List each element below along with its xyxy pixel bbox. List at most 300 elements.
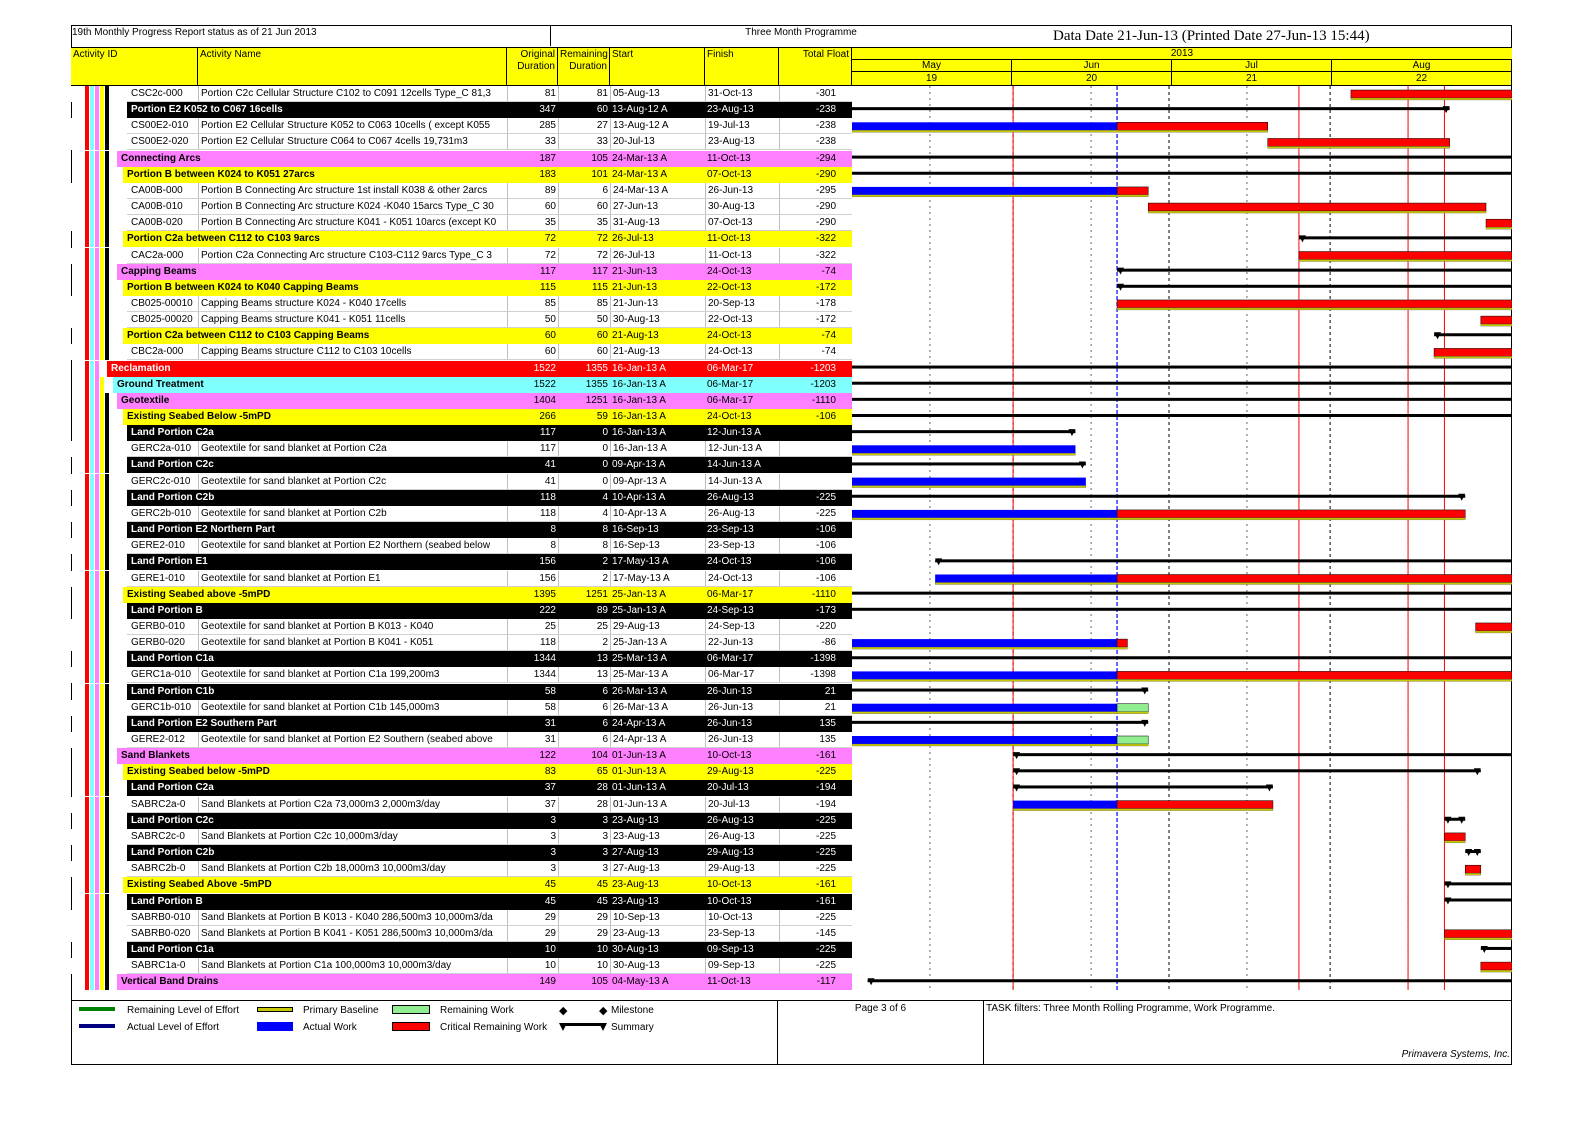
footer-filter-box bbox=[983, 1001, 1512, 1064]
total-float: -1203 bbox=[810, 378, 836, 390]
remaining-duration: 60 bbox=[596, 330, 608, 342]
wbs-row[interactable] bbox=[71, 167, 852, 183]
activity-row[interactable] bbox=[71, 797, 852, 813]
activity-row[interactable] bbox=[71, 474, 852, 490]
finish-date: 24-Oct-13 bbox=[707, 411, 752, 422]
wbs-level-stripe bbox=[105, 393, 109, 409]
activity-id: CAC2a-000 bbox=[131, 249, 184, 261]
remaining-duration: 85 bbox=[558, 296, 610, 312]
total-float: -238 bbox=[779, 134, 838, 150]
remaining-duration: 10 bbox=[596, 943, 608, 955]
summary-bar bbox=[852, 414, 1512, 417]
wbs-level-stripe bbox=[95, 845, 99, 861]
activity-row[interactable] bbox=[71, 571, 852, 587]
original-duration: 85 bbox=[507, 296, 558, 312]
start-date: 24-Mar-13 A bbox=[610, 183, 705, 199]
wbs-level-stripe bbox=[105, 894, 109, 910]
actual-work-bar bbox=[852, 704, 1117, 712]
wbs-level-stripe bbox=[90, 231, 94, 247]
finish-date: 10-Oct-13 bbox=[707, 895, 752, 907]
wbs-level-stripe bbox=[90, 280, 94, 296]
wbs-level-stripe bbox=[95, 361, 99, 377]
activity-name: Geotextile for sand blanket at Portion C1b 145,000m3 bbox=[198, 700, 507, 716]
summary-bar bbox=[852, 398, 1512, 401]
week-19: 19 bbox=[852, 72, 1012, 85]
baseline-bar bbox=[1481, 324, 1512, 326]
summary-bar bbox=[868, 979, 1512, 982]
wbs-row[interactable] bbox=[71, 974, 852, 990]
wbs-row[interactable] bbox=[71, 748, 852, 764]
wbs-level-stripe bbox=[90, 684, 94, 700]
wbs-level-stripe bbox=[85, 280, 89, 296]
finish-date: 29-Aug-13 bbox=[707, 766, 754, 778]
original-duration: 29 bbox=[507, 910, 558, 926]
total-float: -74 bbox=[779, 344, 838, 360]
start-date: 16-Sep-13 bbox=[612, 524, 659, 536]
start-date: 05-Aug-13 bbox=[610, 86, 705, 102]
wbs-level-stripe bbox=[105, 280, 109, 296]
wbs-level-stripe bbox=[95, 716, 99, 732]
col-finish[interactable]: Finish bbox=[705, 48, 779, 85]
start-date: 24-Mar-13 A bbox=[612, 152, 668, 164]
finish-date: 24-Sep-13 bbox=[705, 619, 779, 635]
wbs-level-stripe bbox=[95, 748, 99, 764]
activity-row[interactable] bbox=[71, 958, 852, 974]
summary-bar bbox=[852, 689, 1148, 692]
total-float: -1110 bbox=[811, 588, 836, 600]
wbs-level-stripe bbox=[100, 764, 104, 780]
critical-work-bar bbox=[1117, 671, 1512, 679]
activity-name: Portion E2 Cellular Structure C064 to C067 4cells 19,731m3 bbox=[198, 134, 507, 150]
wbs-level-stripe bbox=[105, 651, 109, 667]
start-date: 04-May-13 A bbox=[612, 976, 669, 988]
wbs-row[interactable] bbox=[71, 328, 852, 344]
col-activity-id[interactable]: Activity ID bbox=[71, 48, 198, 85]
activity-row[interactable] bbox=[71, 312, 852, 328]
baseline-bar bbox=[1481, 970, 1512, 972]
activity-id: GERE2-012 bbox=[131, 734, 185, 745]
wbs-row[interactable] bbox=[71, 457, 852, 473]
original-duration: 31 bbox=[507, 732, 558, 748]
original-duration: 1404 bbox=[533, 394, 556, 406]
activity-row[interactable] bbox=[71, 538, 852, 554]
critical-work-bar bbox=[1148, 203, 1486, 211]
wbs-level-stripe bbox=[95, 425, 99, 441]
wbs-row[interactable] bbox=[71, 280, 852, 296]
wbs-row[interactable] bbox=[71, 361, 852, 377]
col-start[interactable]: Start bbox=[610, 48, 705, 85]
total-float: -225 bbox=[779, 506, 838, 522]
footer-page-box bbox=[777, 1001, 983, 1064]
wbs-level-stripe bbox=[90, 264, 94, 280]
wbs-row[interactable] bbox=[71, 264, 852, 280]
remaining-duration: 29 bbox=[558, 926, 610, 942]
month-may: May bbox=[852, 60, 1012, 72]
activity-name: Portion B Connecting Arc structure K024 -K040 15arcs Type_C 30 bbox=[198, 199, 507, 215]
wbs-row[interactable] bbox=[71, 425, 852, 441]
finish-date: 11-Oct-13 bbox=[707, 233, 751, 245]
actual-work-bar bbox=[1013, 801, 1117, 809]
finish-date: 11-Oct-13 bbox=[707, 152, 751, 164]
start-date: 01-Jun-13 A bbox=[610, 797, 705, 813]
original-duration: 10 bbox=[544, 943, 556, 955]
activity-row[interactable] bbox=[71, 118, 852, 134]
start-date: 20-Jul-13 bbox=[610, 134, 705, 150]
start-date: 10-Apr-13 A bbox=[610, 506, 705, 522]
wbs-row[interactable] bbox=[71, 764, 852, 780]
activity-row[interactable] bbox=[71, 619, 852, 635]
remaining-duration: 3 bbox=[558, 861, 610, 877]
summary-bar bbox=[1013, 769, 1481, 772]
wbs-row[interactable] bbox=[71, 587, 852, 603]
wbs-level-stripe bbox=[100, 490, 104, 506]
wbs-level-stripe bbox=[95, 974, 99, 990]
legend-summary bbox=[559, 1021, 669, 1035]
remaining-duration: 105 bbox=[591, 152, 608, 164]
total-float: 135 bbox=[779, 732, 838, 748]
wbs-level-stripe bbox=[85, 102, 89, 118]
wbs-level-stripe bbox=[100, 151, 104, 167]
critical-work-bar bbox=[1481, 962, 1512, 970]
wbs-row[interactable] bbox=[71, 554, 852, 570]
legend-remaining-loe bbox=[79, 1004, 279, 1018]
baseline-bar bbox=[852, 486, 1086, 488]
wbs-level-stripe bbox=[105, 684, 109, 700]
wbs-row[interactable] bbox=[71, 393, 852, 409]
critical-work-bar bbox=[1117, 639, 1127, 647]
column-header bbox=[71, 47, 1512, 86]
original-duration: 156 bbox=[539, 556, 556, 568]
remaining-duration: 45 bbox=[596, 879, 608, 891]
wbs-level-stripe bbox=[85, 409, 89, 425]
baseline-bar bbox=[1148, 211, 1486, 213]
wbs-name: Capping Beams bbox=[121, 265, 197, 277]
wbs-level-stripe bbox=[90, 651, 94, 667]
activity-name: Sand Blankets at Portion B K041 - K051 286,500m3 10,000m3/da bbox=[198, 926, 507, 942]
original-duration: 1395 bbox=[533, 588, 556, 600]
remaining-duration: 72 bbox=[596, 233, 608, 245]
original-duration: 58 bbox=[544, 685, 556, 697]
wbs-level-stripe bbox=[100, 102, 104, 118]
activity-row[interactable] bbox=[71, 199, 852, 215]
wbs-name: Existing Seabed Above -5mPD bbox=[127, 879, 272, 891]
wbs-level-stripe bbox=[100, 942, 104, 958]
remaining-duration: 3 bbox=[558, 829, 610, 845]
wbs-level-stripe bbox=[90, 328, 94, 344]
original-duration: 3 bbox=[550, 814, 556, 826]
original-duration: 187 bbox=[539, 152, 556, 164]
original-duration: 115 bbox=[540, 281, 556, 293]
wbs-level-stripe bbox=[100, 684, 104, 700]
wbs-name: Portion E2 K052 to C067 16cells bbox=[131, 104, 283, 116]
critical-work-bar bbox=[1117, 187, 1148, 195]
wbs-level-stripe bbox=[100, 780, 104, 796]
activity-row[interactable] bbox=[71, 183, 852, 199]
wbs-row[interactable] bbox=[71, 151, 852, 167]
wbs-level-stripe bbox=[95, 280, 99, 296]
start-date: 10-Sep-13 bbox=[610, 910, 705, 926]
total-float: -225 bbox=[815, 766, 836, 778]
finish-date: 26-Jun-13 bbox=[705, 700, 779, 716]
activity-row[interactable] bbox=[71, 344, 852, 360]
baseline-bar bbox=[935, 583, 1512, 585]
summary-bar bbox=[1434, 333, 1512, 336]
baseline-bar bbox=[1444, 841, 1465, 843]
wbs-level-stripe bbox=[90, 167, 94, 183]
baseline-bar bbox=[852, 453, 1075, 455]
finish-date: 12-Jun-13 A bbox=[705, 441, 779, 457]
remaining-duration: 2 bbox=[558, 635, 610, 651]
wbs-level-stripe bbox=[105, 877, 109, 893]
wbs-name: Land Portion E2 Southern Part bbox=[131, 717, 277, 729]
baseline-bar bbox=[852, 647, 1127, 649]
wbs-level-stripe bbox=[85, 942, 89, 958]
critical-work-bar bbox=[1268, 138, 1450, 146]
activity-row[interactable] bbox=[71, 134, 852, 150]
total-float: -161 bbox=[815, 895, 836, 907]
total-float: -238 bbox=[779, 118, 838, 134]
activity-row[interactable] bbox=[71, 441, 852, 457]
finish-date: 06-Mar-17 bbox=[707, 588, 754, 600]
activity-id: SABRC2c-0 bbox=[131, 830, 185, 842]
wbs-level-stripe bbox=[105, 716, 109, 732]
activity-name: Capping Beams structure K024 - K040 17cells bbox=[198, 296, 507, 312]
wbs-row[interactable] bbox=[71, 813, 852, 829]
original-duration: 3 bbox=[507, 861, 558, 877]
activity-row[interactable] bbox=[71, 829, 852, 845]
remaining-duration: 117 bbox=[592, 265, 608, 277]
finish-date: 11-Oct-13 bbox=[705, 248, 779, 264]
activity-id: SABRC1a-0 bbox=[131, 960, 186, 972]
remaining-duration: 89 bbox=[596, 604, 608, 616]
wbs-level-stripe bbox=[85, 877, 89, 893]
remaining-duration: 1355 bbox=[585, 378, 608, 390]
wbs-level-stripe bbox=[90, 490, 94, 506]
baseline-bar bbox=[1444, 938, 1512, 940]
legend-label: Primary Baseline bbox=[303, 1005, 379, 1016]
start-date: 23-Aug-13 bbox=[610, 926, 705, 942]
finish-date: 26-Aug-13 bbox=[707, 491, 754, 503]
wbs-row[interactable] bbox=[71, 716, 852, 732]
wbs-row[interactable] bbox=[71, 845, 852, 861]
critical-work-bar bbox=[1486, 219, 1512, 227]
remaining-duration: 104 bbox=[591, 750, 608, 762]
actual-work-bar bbox=[852, 510, 1117, 518]
activity-row[interactable] bbox=[71, 635, 852, 651]
wbs-row[interactable] bbox=[71, 651, 852, 667]
start-date: 16-Jan-13 A bbox=[612, 362, 666, 374]
finish-date: 06-Mar-17 bbox=[707, 653, 754, 665]
finish-date: 14-Jun-13 A bbox=[705, 474, 779, 490]
remaining-duration: 8 bbox=[602, 524, 608, 536]
wbs-row[interactable] bbox=[71, 231, 852, 247]
wbs-level-stripe bbox=[100, 328, 104, 344]
wbs-level-stripe bbox=[105, 328, 109, 344]
wbs-level-stripe bbox=[105, 151, 109, 167]
total-float: -294 bbox=[815, 152, 836, 164]
finish-date: 24-Sep-13 bbox=[707, 604, 754, 616]
wbs-level-stripe bbox=[95, 151, 99, 167]
wbs-row[interactable] bbox=[71, 942, 852, 958]
activity-name: Sand Blankets at Portion C2c 10,000m3/day bbox=[198, 829, 507, 845]
summary-bar bbox=[852, 495, 1465, 498]
wbs-level-stripe bbox=[85, 361, 89, 377]
wbs-level-stripe bbox=[90, 425, 94, 441]
wbs-level-stripe bbox=[90, 522, 94, 538]
month-aug: Aug bbox=[1332, 60, 1512, 72]
legend-label: Remaining Work bbox=[440, 1005, 514, 1016]
wbs-row[interactable] bbox=[71, 490, 852, 506]
activity-name: Geotextile for sand blanket at Portion C1a 199,200m3 bbox=[198, 667, 507, 683]
wbs-name: Land Portion C1a bbox=[131, 653, 214, 665]
activity-row[interactable] bbox=[71, 667, 852, 683]
activity-row[interactable] bbox=[71, 910, 852, 926]
start-date: 27-Jun-13 bbox=[610, 199, 705, 215]
wbs-level-stripe bbox=[90, 393, 94, 409]
wbs-level-stripe bbox=[105, 490, 109, 506]
finish-date: 29-Aug-13 bbox=[707, 847, 754, 859]
remaining-duration: 115 bbox=[592, 281, 608, 293]
wbs-name: Land Portion C1b bbox=[131, 685, 215, 697]
finish-date: 07-Oct-13 bbox=[705, 215, 779, 231]
wbs-row[interactable] bbox=[71, 780, 852, 796]
wbs-level-stripe bbox=[85, 393, 89, 409]
activity-row[interactable] bbox=[71, 700, 852, 716]
total-float: -106 bbox=[815, 411, 836, 422]
finish-date: 06-Mar-17 bbox=[705, 667, 779, 683]
wbs-level-stripe bbox=[105, 780, 109, 796]
activity-id: SABRC2a-0 bbox=[131, 798, 186, 810]
wbs-row[interactable] bbox=[71, 522, 852, 538]
wbs-row[interactable] bbox=[71, 894, 852, 910]
original-duration: 117 bbox=[540, 265, 556, 277]
wbs-level-stripe bbox=[100, 457, 104, 473]
col-total-float[interactable]: Total Float bbox=[779, 48, 852, 85]
remaining-duration: 45 bbox=[596, 895, 608, 907]
actual-work-bar bbox=[852, 671, 1117, 679]
total-float: -225 bbox=[815, 847, 836, 859]
finish-date: 24-Oct-13 bbox=[707, 330, 752, 342]
baseline-bar bbox=[1476, 631, 1512, 633]
critical-work-bar bbox=[1476, 623, 1512, 631]
activity-row[interactable] bbox=[71, 861, 852, 877]
activity-row[interactable] bbox=[71, 215, 852, 231]
finish-date: 24-Oct-13 bbox=[705, 571, 779, 587]
activity-row[interactable] bbox=[71, 248, 852, 264]
finish-date: 24-Oct-13 bbox=[707, 556, 752, 568]
activity-name: Geotextile for sand blanket at Portion E2 Northern (seabed below bbox=[198, 538, 507, 554]
baseline-bar bbox=[1013, 809, 1273, 811]
total-float: -225 bbox=[779, 910, 838, 926]
finish-date: 23-Sep-13 bbox=[707, 524, 754, 536]
activity-row[interactable] bbox=[71, 506, 852, 522]
wbs-level-stripe bbox=[85, 151, 89, 167]
task-filters: TASK filters: Three Month Rolling Programme, Work Programme. bbox=[986, 1003, 1275, 1014]
activity-name: Geotextile for sand blanket at Portion C2a bbox=[198, 441, 507, 457]
critical-work-swatch bbox=[392, 1022, 430, 1031]
legend-label: Actual Level of Effort bbox=[127, 1022, 220, 1033]
wbs-name: Portion B between K024 to K040 Capping Beams bbox=[127, 281, 359, 293]
wbs-row[interactable] bbox=[71, 377, 852, 393]
activity-row[interactable] bbox=[71, 926, 852, 942]
finish-date: 06-Mar-17 bbox=[707, 378, 754, 390]
activity-name: Portion C2a Connecting Arc structure C103-C112 9arcs Type_C 3 bbox=[198, 248, 507, 264]
activity-name: Portion B Connecting Arc structure 1st install K038 & other 2arcs bbox=[198, 183, 507, 199]
activity-name: Geotextile for sand blanket at Portion C2b bbox=[198, 506, 507, 522]
activity-row[interactable] bbox=[71, 86, 852, 102]
remaining-duration: 6 bbox=[558, 183, 610, 199]
activity-name: Geotextile for sand blanket at Portion B K041 - K051 bbox=[198, 635, 507, 651]
activity-row[interactable] bbox=[71, 296, 852, 312]
wbs-level-stripe bbox=[105, 457, 109, 473]
activity-row[interactable] bbox=[71, 732, 852, 748]
critical-work-bar bbox=[1117, 510, 1465, 518]
wbs-level-stripe bbox=[90, 409, 94, 425]
wbs-level-stripe bbox=[85, 651, 89, 667]
original-duration: 222 bbox=[539, 604, 556, 616]
activity-name: Sand Blankets at Portion B K013 - K040 286,500m3 10,000m3/da bbox=[198, 910, 507, 926]
wbs-level-stripe bbox=[85, 974, 89, 990]
wbs-level-stripe bbox=[95, 264, 99, 280]
activity-id: GERC2c-010 bbox=[131, 475, 191, 487]
col-original-duration[interactable]: Original Duration bbox=[507, 48, 558, 85]
activity-id: CS00E2-020 bbox=[131, 136, 189, 148]
finish-date: 10-Oct-13 bbox=[707, 879, 752, 891]
wbs-row[interactable] bbox=[71, 877, 852, 893]
finish-date: 24-Oct-13 bbox=[707, 265, 752, 277]
col-remaining-duration[interactable]: Remaining Duration bbox=[558, 48, 610, 85]
finish-date: 19-Jul-13 bbox=[705, 118, 779, 134]
remaining-duration: 0 bbox=[558, 441, 610, 457]
total-float: -74 bbox=[821, 330, 836, 342]
activity-id: CSC2c-000 bbox=[131, 88, 183, 99]
finish-date: 30-Aug-13 bbox=[705, 199, 779, 215]
summary-bar bbox=[852, 721, 1148, 724]
actual-work-bar bbox=[852, 639, 1117, 647]
wbs-level-stripe bbox=[105, 522, 109, 538]
remaining-duration: 60 bbox=[558, 344, 610, 360]
finish-date: 29-Aug-13 bbox=[705, 861, 779, 877]
wbs-name: Existing Seabed below -5mPD bbox=[127, 766, 270, 778]
actual-work-bar bbox=[852, 445, 1075, 453]
wbs-level-stripe bbox=[95, 894, 99, 910]
remaining-duration: 3 bbox=[602, 814, 608, 826]
page-number: Page 3 of 6 bbox=[854, 1003, 907, 1014]
finish-date: 06-Mar-17 bbox=[707, 394, 754, 406]
col-activity-name[interactable]: Activity Name bbox=[198, 48, 507, 85]
wbs-level-stripe bbox=[105, 102, 109, 118]
activity-id: CB025-00020 bbox=[131, 314, 193, 326]
wbs-level-stripe bbox=[100, 280, 104, 296]
wbs-name: Land Portion B bbox=[131, 604, 203, 616]
wbs-row[interactable] bbox=[71, 409, 852, 425]
wbs-level-stripe bbox=[85, 748, 89, 764]
wbs-row[interactable] bbox=[71, 102, 852, 118]
start-date: 24-Apr-13 A bbox=[612, 717, 666, 729]
wbs-row[interactable] bbox=[71, 684, 852, 700]
wbs-level-stripe bbox=[105, 409, 109, 425]
finish-date: 10-Oct-13 bbox=[705, 910, 779, 926]
critical-work-bar bbox=[1444, 930, 1512, 938]
start-date: 17-May-13 A bbox=[610, 571, 705, 587]
original-duration: 156 bbox=[507, 571, 558, 587]
wbs-level-stripe bbox=[95, 490, 99, 506]
vendor-name: Primavera Systems, Inc. bbox=[1401, 1049, 1510, 1060]
wbs-row[interactable] bbox=[71, 603, 852, 619]
wbs-name: Portion C2a between C112 to C103 9arcs bbox=[127, 233, 320, 245]
wbs-level-stripe bbox=[90, 457, 94, 473]
wbs-level-stripe bbox=[90, 974, 94, 990]
